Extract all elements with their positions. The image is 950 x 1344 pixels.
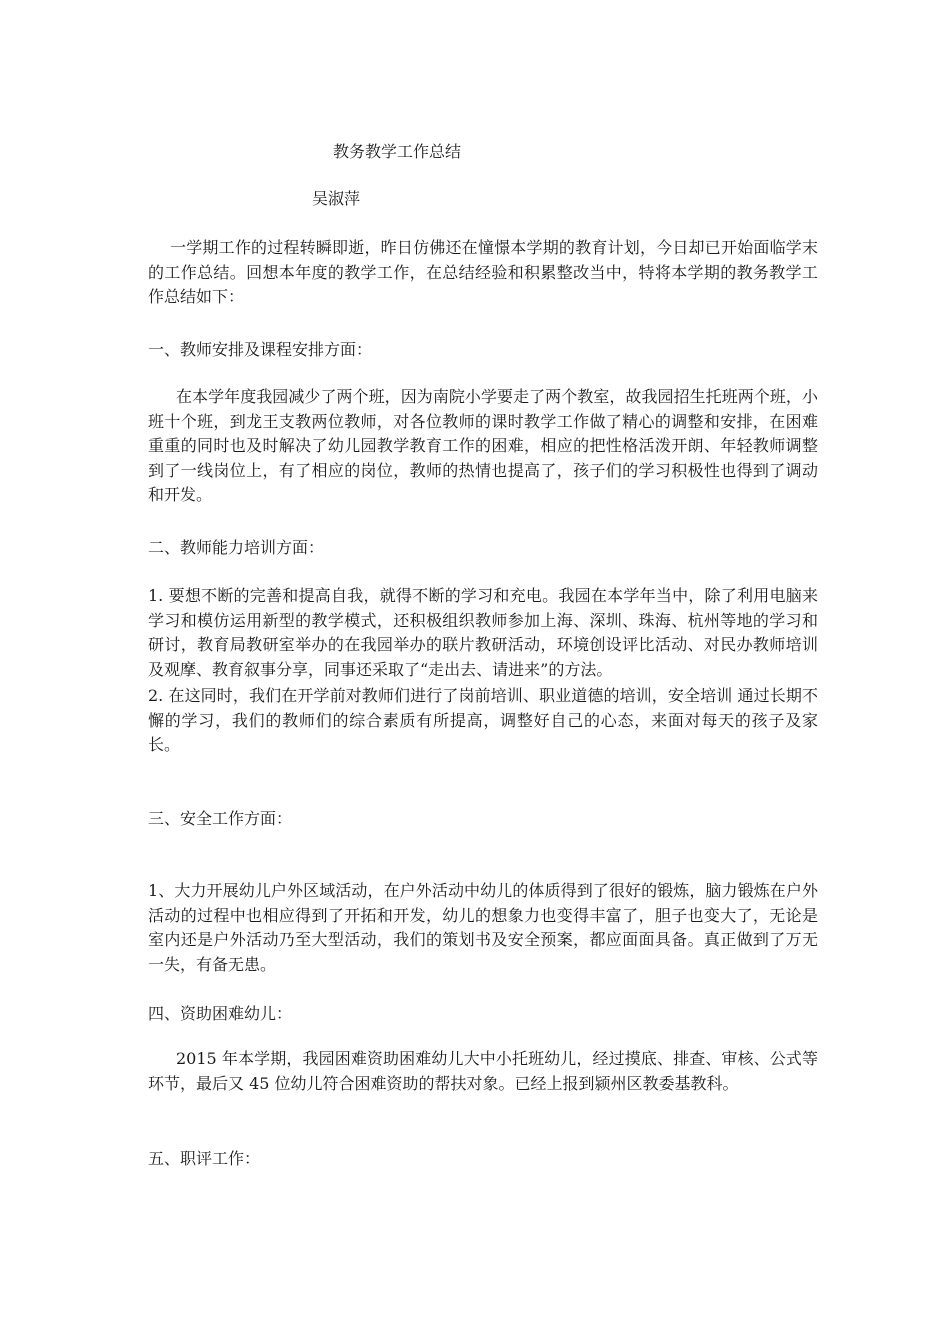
section-1-paragraph-1: 在本学年度我园减少了两个班，因为南院小学要走了两个教室，故我园招生托班两个班，小班十个班，到龙王支教两位教师，对各位教师的课时教学工作做了精心的调整和安排，在困难重重的同时也及时解决了幼儿园教学教育工作的困难，相应的把性格活泼开朗、年轻教师调整到了一线岗位上，有了相应的岗位，教师的热情也提高了，孩子们的学习积极性也得到了调动和开发。 (148, 387, 818, 504)
intro-paragraph: 一学期工作的过程转瞬即逝，昨日仿佛还在憧憬本学期的教育计划，今日却已开始面临学末的工作总结。回想本年度的教学工作，在总结经验和积累整改当中，特将本学期的教务教学工作总结如下： (148, 238, 818, 306)
document-title: 教务教学工作总结 (333, 142, 462, 161)
section-3-paragraph-1: 1、大力开展幼儿户外区域活动，在户外活动中幼儿的体质得到了很好的锻炼，脑力锻炼在户外活动的过程中也相应得到了开拓和开发，幼儿的想象力也变得丰富了，胆子也变大了，无论是室内还是户外活动乃至大型活动，我们的策划书及安全预案，都应面面具备。真正做到了万无一失，有备无患。 (148, 881, 818, 974)
document-author: 吴淑萍 (312, 189, 361, 208)
section-heading-5: 五、职评工作： (148, 1149, 261, 1168)
section-2-paragraph-1: 1. 要想不断的完善和提高自我，就得不断的学习和充电。我园在本学年当中，除了利用电脑来学习和模仿运用新型的教学模式，还积极组织教师参加上海、深圳、珠海、杭州等地的学习和研讨，教育局教研室举办的在我园举办的联片教研活动，环境创设评比活动、对民办教师培训及观摩、教育叙事分享，同事还采取了“走出去、请进来”的方法。 (148, 586, 818, 679)
section-heading-4: 四、资助困难幼儿： (148, 1004, 293, 1023)
section-4-paragraph-1: 2015 年本学期，我园困难资助困难幼儿大中小托班幼儿，经过摸底、排查、审核、公式等环节，最后又 45 位幼儿符合困难资助的帮扶对象。已经上报到颍州区教委基教科。 (148, 1049, 818, 1093)
section-heading-3: 三、安全工作方面： (148, 809, 293, 828)
section-heading-1: 一、教师安排及课程安排方面： (148, 340, 373, 359)
section-heading-2: 二、教师能力培训方面： (148, 538, 325, 557)
section-2-paragraph-2: 2. 在这同时，我们在开学前对教师们进行了岗前培训、职业道德的培训，安全培训 通过长期不懈的学习，我们的教师们的综合素质有所提高，调整好自己的心态，来面对每天的孩子及家长。 (148, 686, 818, 754)
